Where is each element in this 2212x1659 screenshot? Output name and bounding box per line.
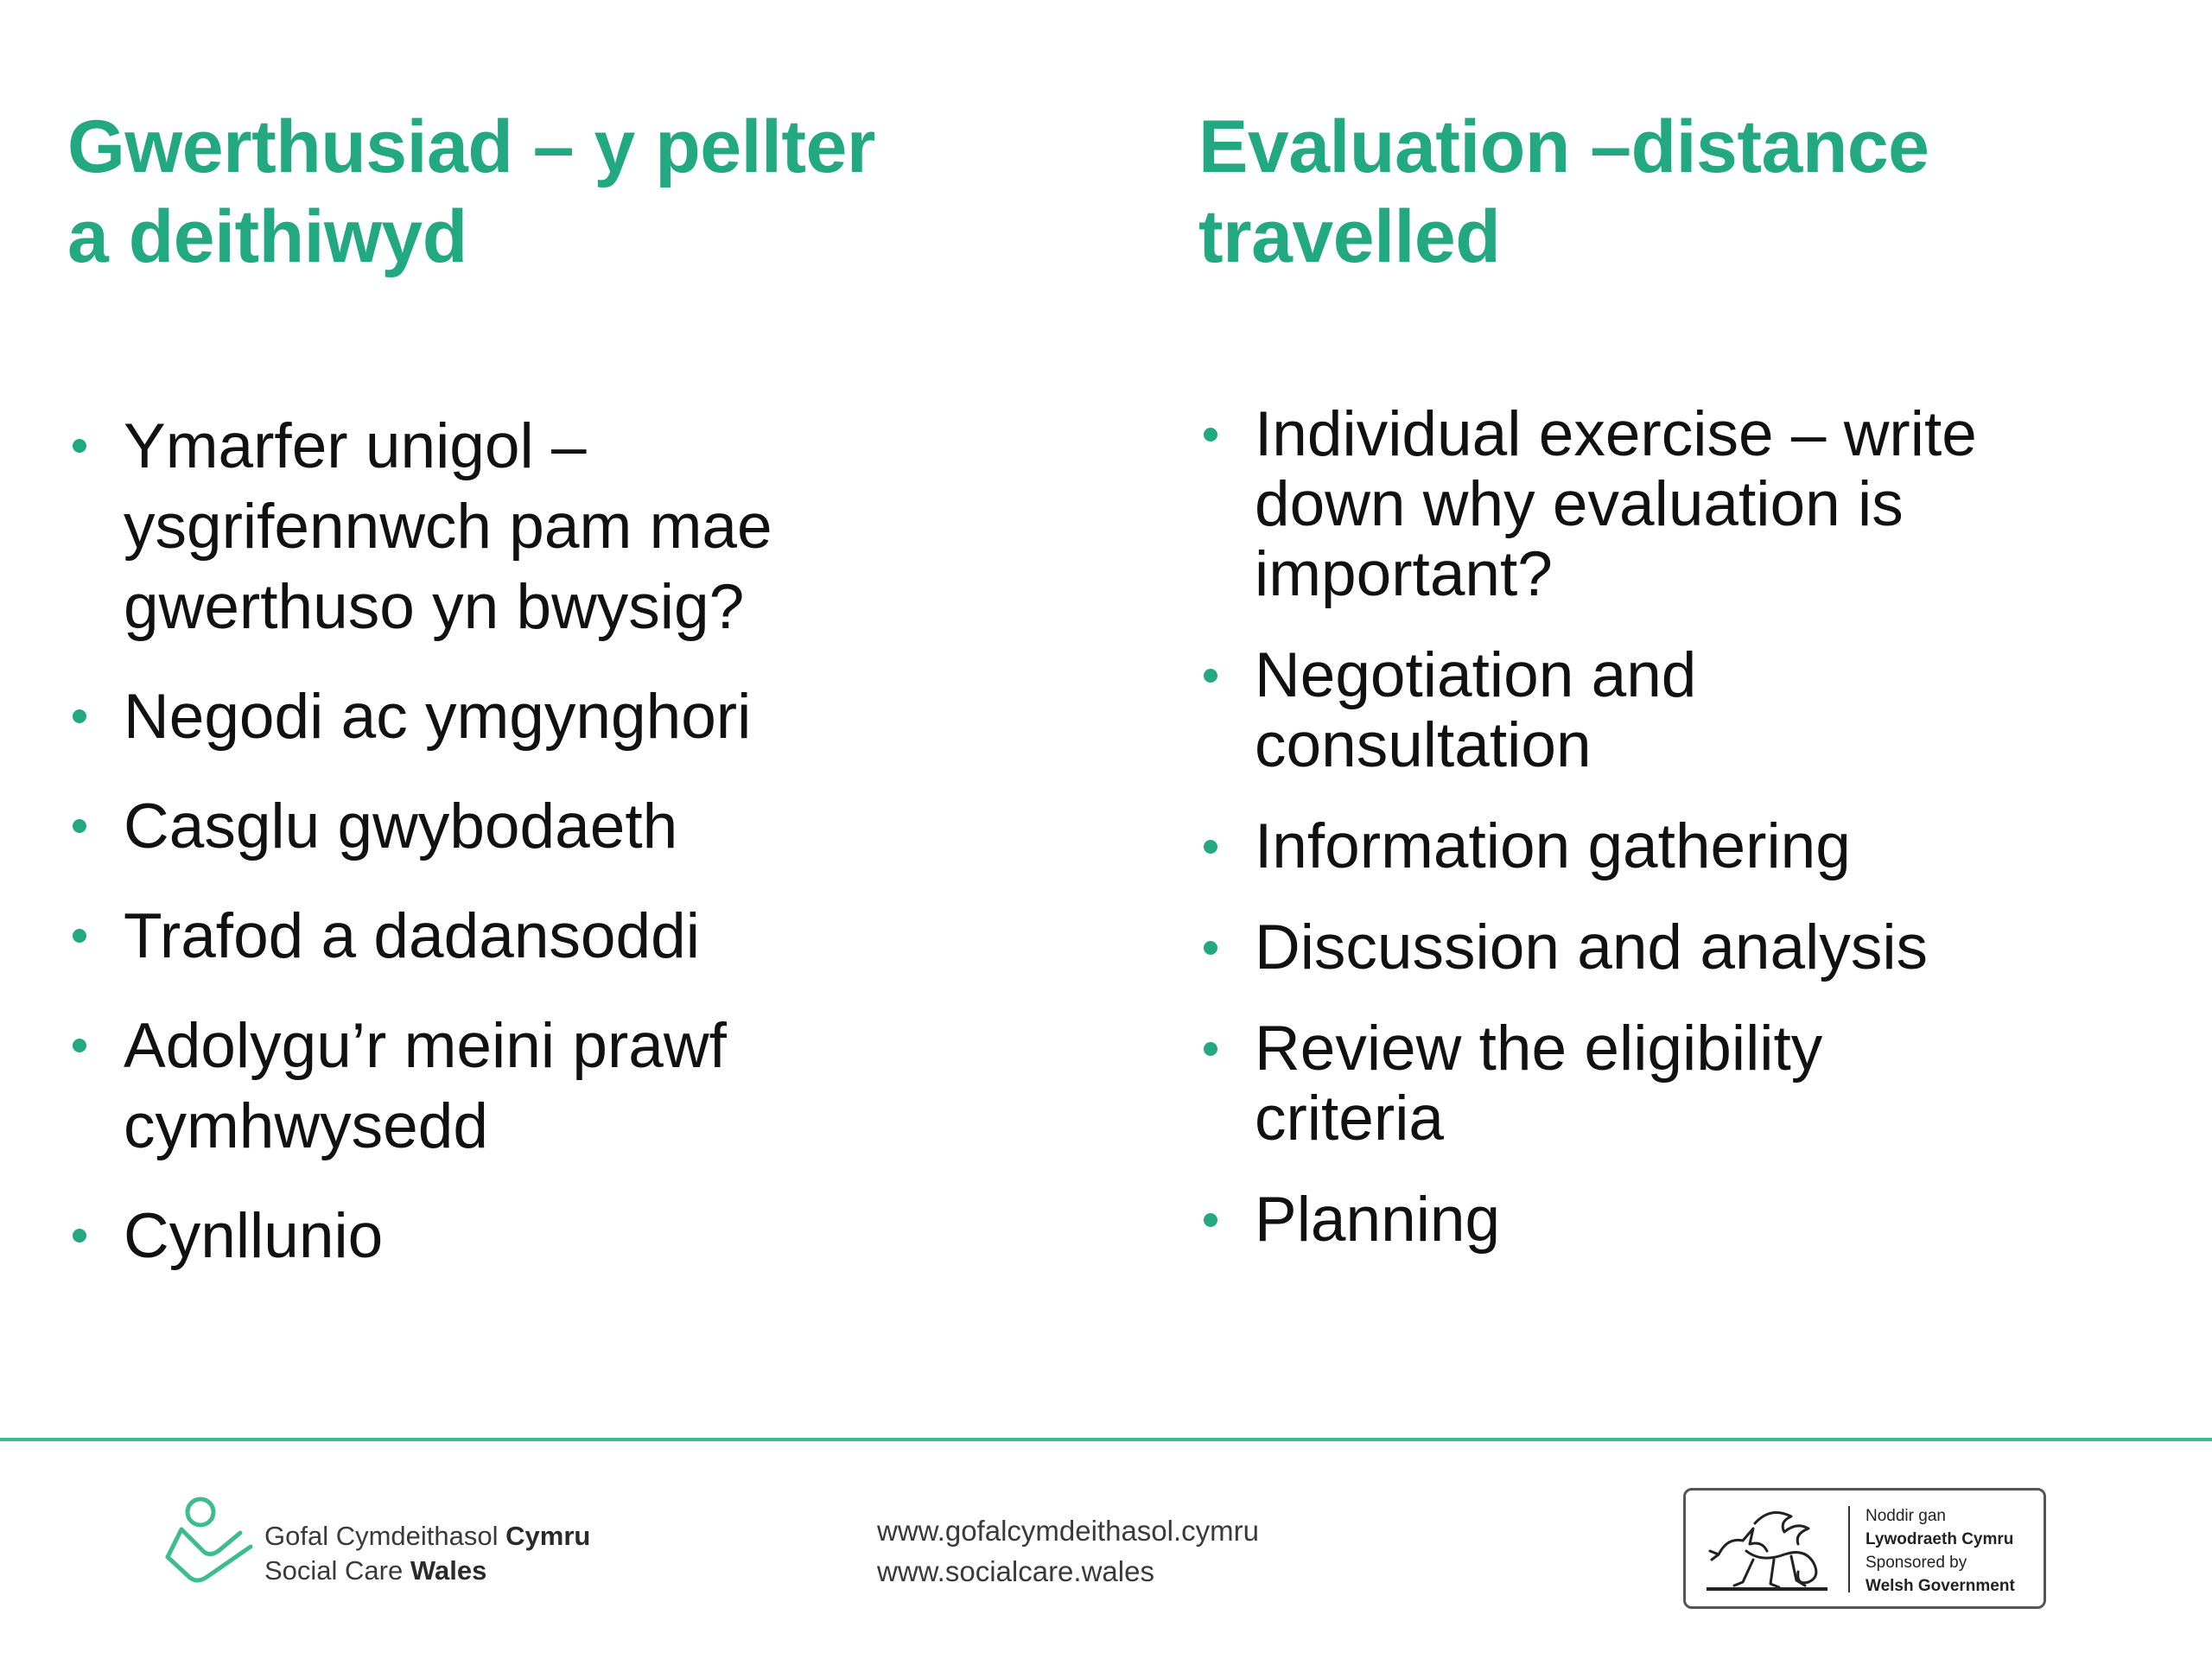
bullet-dot-icon — [1204, 1213, 1217, 1227]
list-item: Information gathering — [1198, 811, 1977, 881]
bullet-dot-icon — [73, 1229, 86, 1243]
list-item: Individual exercise – write down why evaluation is important? — [1198, 399, 1977, 609]
list-item: Discussion and analysis — [1198, 912, 1977, 982]
welsh-bullet-list — [67, 406, 772, 1306]
bullet-dot-icon — [73, 819, 86, 833]
sponsor-text: Noddir gan Lywodraeth Cymru Sponsored by Welsh Government — [1866, 1507, 2015, 1595]
footer-divider — [0, 1438, 2212, 1441]
welsh-dragon-icon — [1701, 1503, 1840, 1598]
social-care-wales-logo — [161, 1495, 610, 1590]
logo-wordmark: Gofal Cymdeithasol Cymru Social Care Wales — [264, 1521, 591, 1586]
bullet-dot-icon — [1204, 669, 1217, 683]
bullet-dot-icon — [73, 439, 86, 453]
list-item: Ymarfer unigol – ysgrifennwch pam mae gwerthuso yn bwysig? — [67, 406, 772, 647]
list-item: Negotiation and consultation — [1198, 640, 1977, 780]
list-item: Planning — [1198, 1185, 1977, 1255]
list-item: Cynllunio — [67, 1196, 772, 1276]
social-care-wales-logo-icon — [161, 1495, 256, 1590]
list-item: Casglu gwybodaeth — [67, 786, 772, 867]
bullet-dot-icon — [1204, 428, 1217, 442]
badge-divider — [1848, 1506, 1850, 1592]
english-url-link[interactable]: www.socialcare.wales — [877, 1555, 1154, 1587]
bullet-dot-icon — [73, 929, 86, 943]
list-item: Review the eligibility criteria — [1198, 1014, 1977, 1154]
english-title: Evaluation –distance travelled — [1198, 105, 1929, 278]
list-item: Negodi ac ymgynghori — [67, 677, 772, 757]
bullet-dot-icon — [73, 709, 86, 723]
list-item: Adolygu’r meini prawf cymhwysedd — [67, 1006, 772, 1166]
welsh-title: Gwerthusiad – y pellter a deithiwyd — [67, 105, 875, 278]
bullet-dot-icon — [1204, 1042, 1217, 1056]
welsh-government-badge — [1683, 1488, 2046, 1609]
bullet-dot-icon — [1204, 840, 1217, 854]
welsh-url-link[interactable]: www.gofalcymdeithasol.cymru — [877, 1515, 1259, 1547]
bullet-dot-icon — [73, 1039, 86, 1052]
footer-urls — [877, 1510, 1259, 1592]
bullet-dot-icon — [1204, 941, 1217, 955]
list-item: Trafod a dadansoddi — [67, 896, 772, 976]
english-bullet-list — [1198, 399, 1977, 1286]
